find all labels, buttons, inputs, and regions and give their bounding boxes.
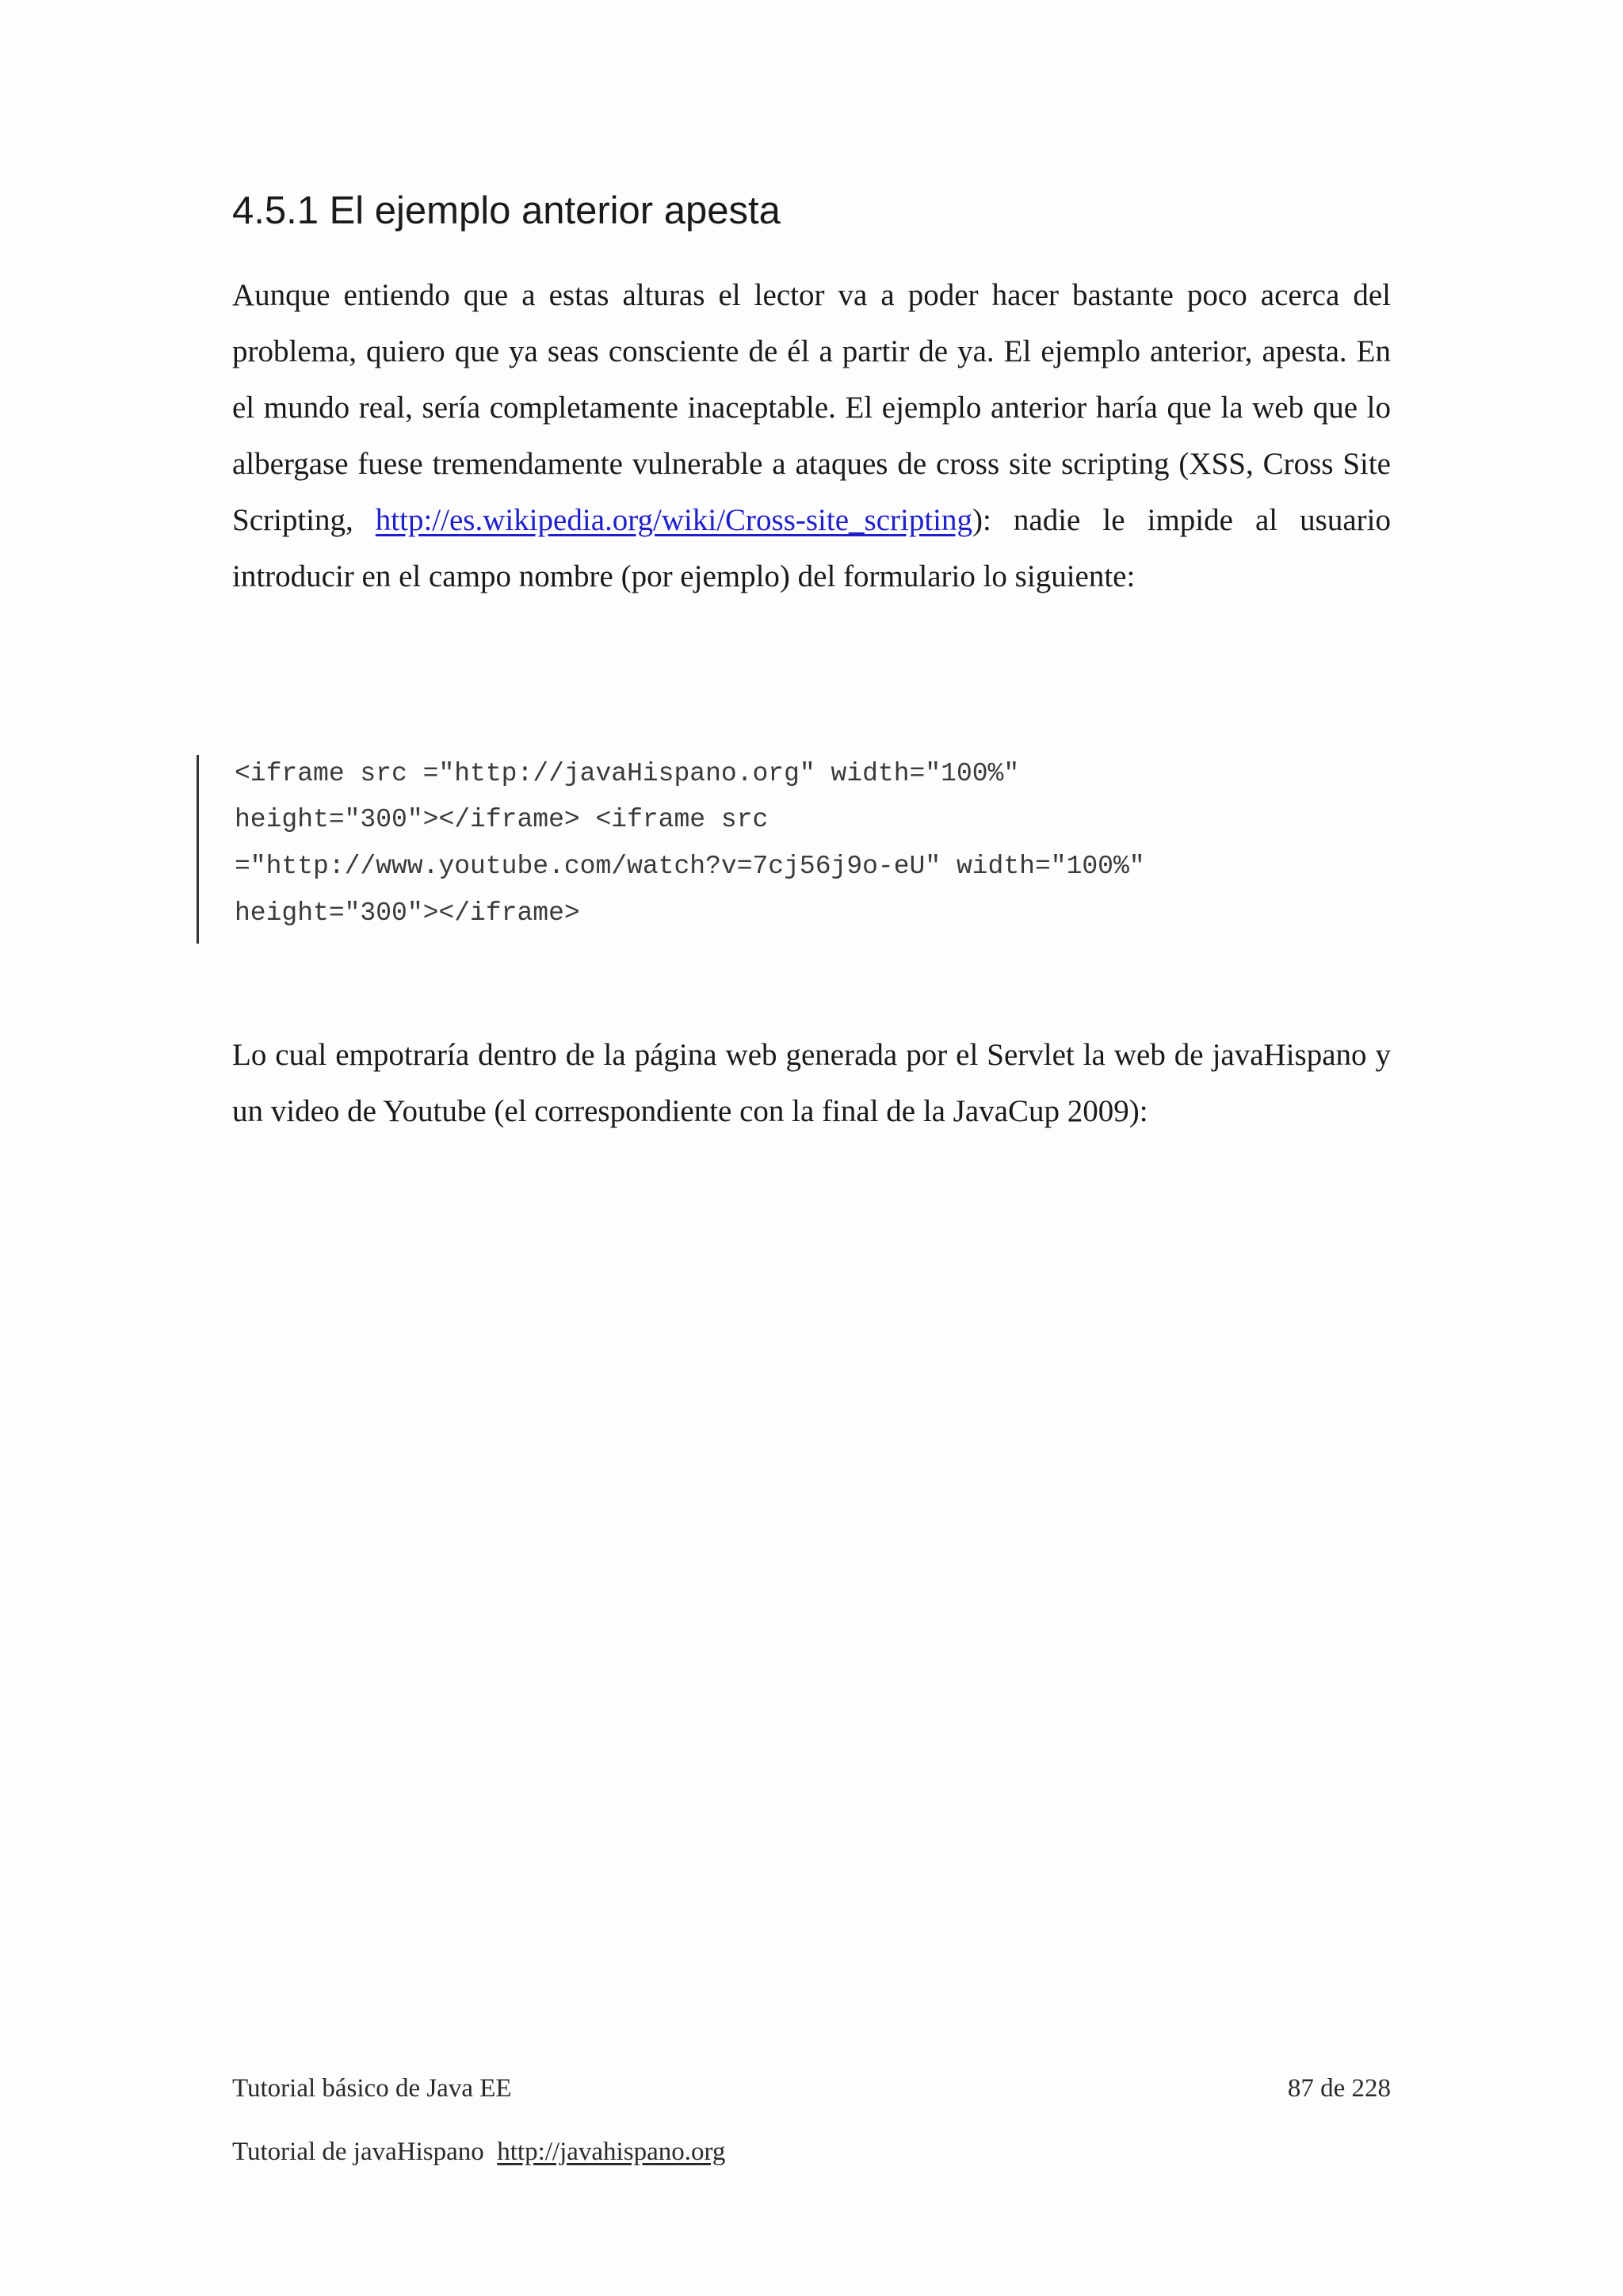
code-line: <iframe src ="http://javaHispano.org" width="100%" <box>235 759 1020 788</box>
wikipedia-xss-link[interactable]: http://es.wikipedia.org/wiki/Cross-site_scripting <box>375 503 973 537</box>
code-line: height="300"></iframe> <iframe src <box>235 805 769 834</box>
code-block <box>197 755 1388 944</box>
code-line: height="300"></iframe> <box>235 898 580 928</box>
page-number: 87 de 228 <box>1287 2074 1391 2103</box>
code-line: ="http://www.youtube.com/watch?v=7cj56j9o-eU" width="100%" <box>235 852 1145 881</box>
footer-source <box>232 2136 725 2168</box>
intro-text-before-link: Aunque entiendo que a estas alturas el lector va a poder hacer bastante poco acerca del problema, quiero que ya seas consciente de él a partir de ya. El ejemplo anterior, apesta. En el mundo real, sería completamente inaceptable. El ejemplo anterior haría que la web que lo albergase fuese tremendamente vulnerable a ataques de cross site scripting (XSS, Cross Site Scripting, <box>232 278 1391 537</box>
footer-title: Tutorial básico de Java EE <box>232 2074 512 2103</box>
footer-source-text: Tutorial de javaHispano <box>232 2138 498 2166</box>
result-paragraph: Lo cual empotraría dentro de la página web generada por el Servlet la web de javaHispano y un video de Youtube (el correspondiente con la final de la JavaCup 2009): <box>232 1038 1391 1128</box>
intro-paragraph <box>232 267 1391 605</box>
intro-text-after-link: ): nadie le impide al usuario introducir en el campo nombre (por ejemplo) del formulario lo siguiente: <box>232 503 1391 593</box>
section-heading: 4.5.1 El ejemplo anterior apesta <box>232 189 781 232</box>
javahispano-link[interactable]: http://javahispano.org <box>497 2138 726 2166</box>
